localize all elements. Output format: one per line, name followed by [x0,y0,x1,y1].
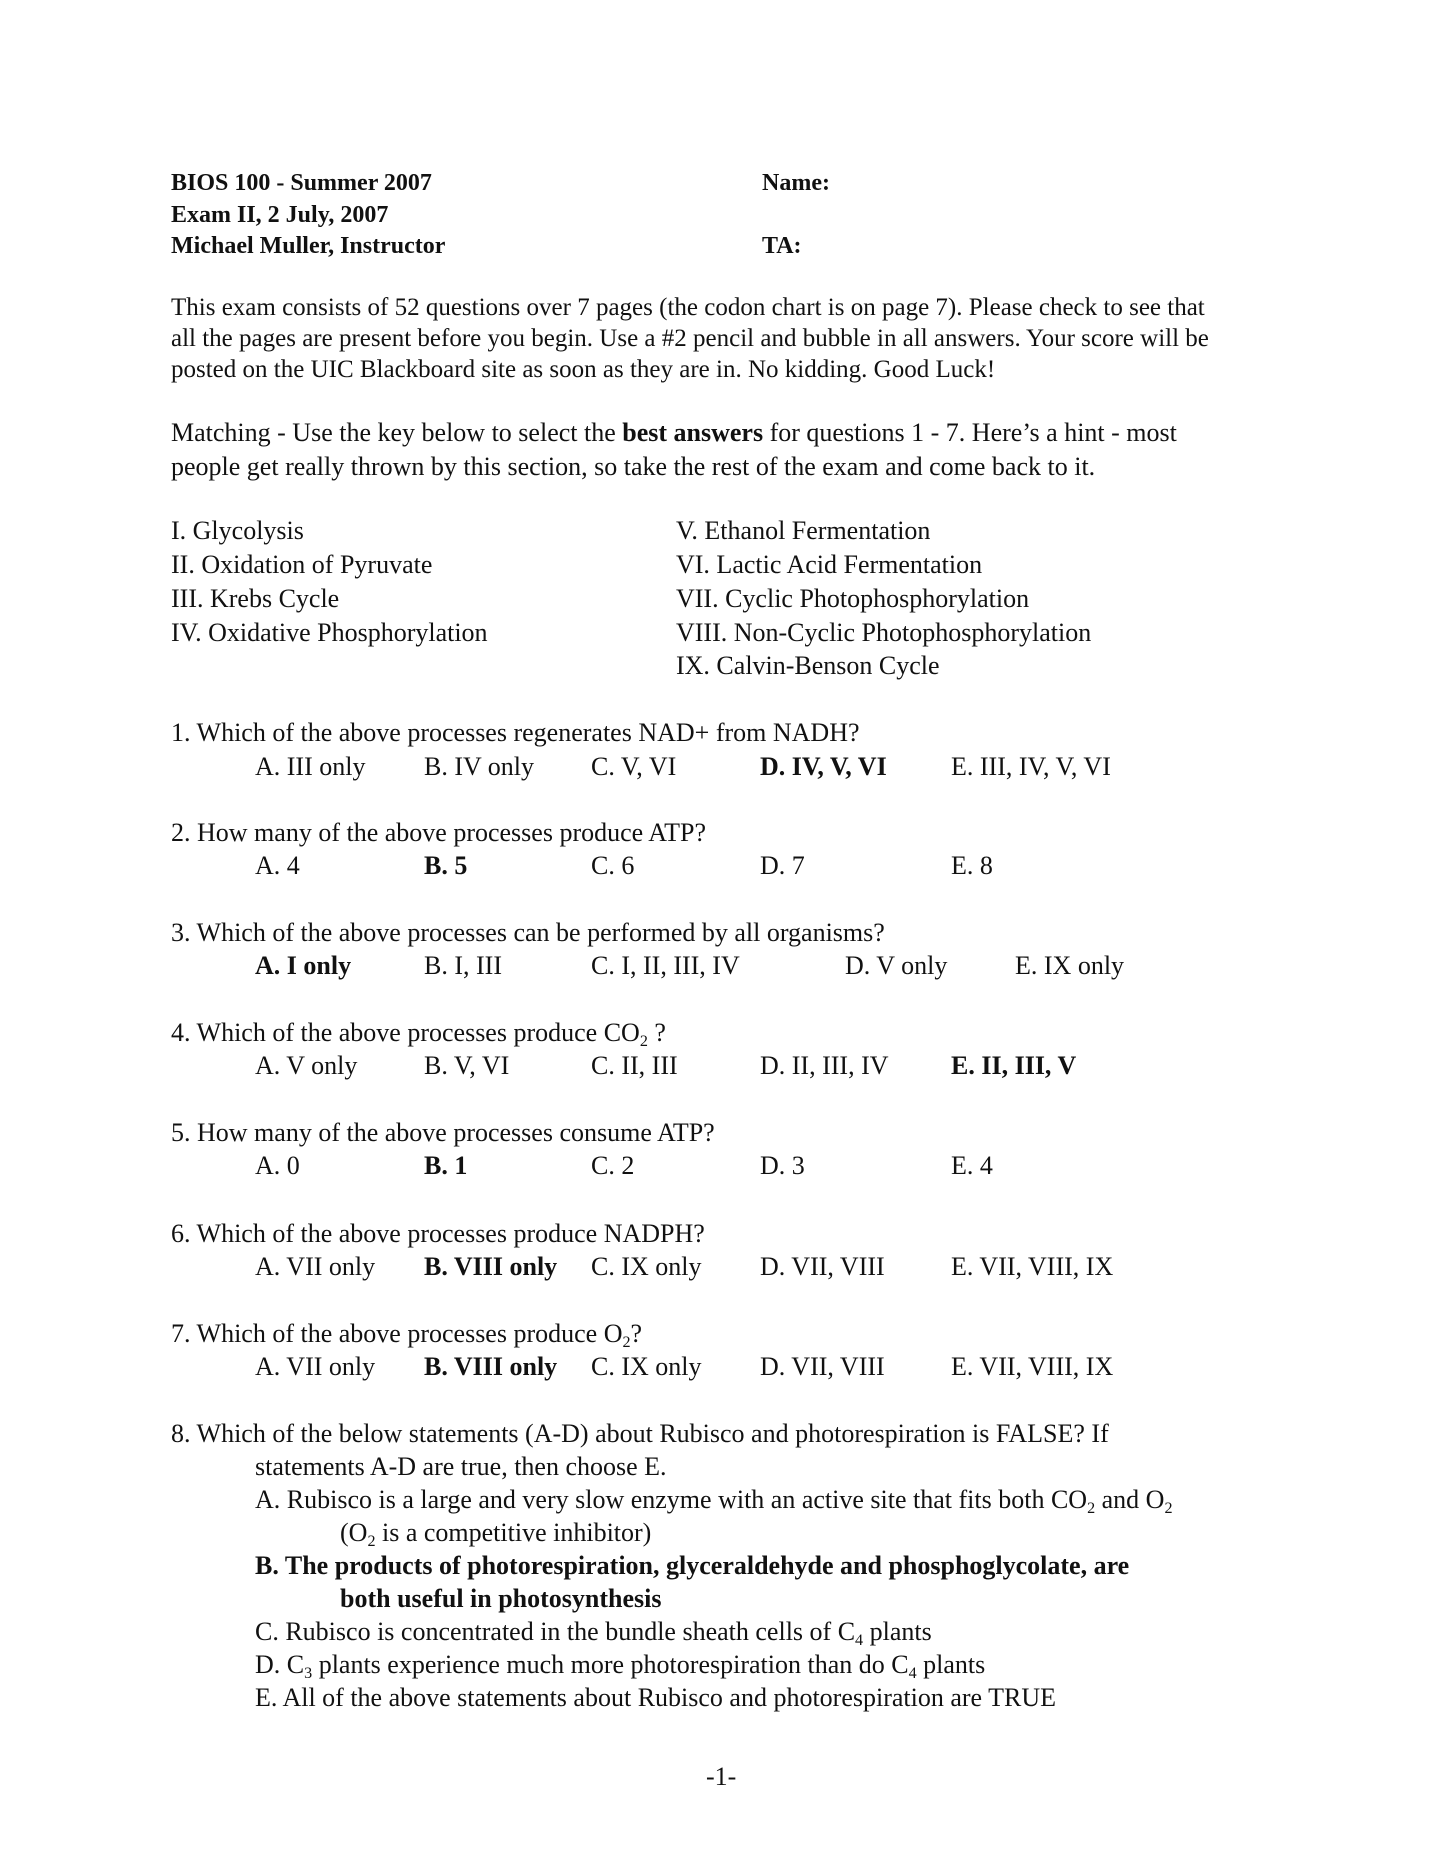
key-item-1: I. Glycolysis [171,516,304,545]
course-title: BIOS 100 - Summer 2007 [171,170,432,196]
q1-option-c: C. V, VI [591,752,677,781]
q3-option-e: E. IX only [1015,951,1125,980]
key-item-9: IX. Calvin-Benson Cycle [676,651,940,680]
page-number: -1- [706,1762,737,1791]
key-item-4: IV. Oxidative Phosphorylation [171,618,488,647]
q6-option-a: A. VII only [255,1252,376,1281]
matching-instructions: Matching - Use the key below to select the best answers for questions 1 - 7. Here’s a hint - most [171,418,1177,447]
q4-option-c: C. II, III [591,1051,678,1080]
q7-option-a: A. VII only [255,1352,376,1381]
key-item-3: III. Krebs Cycle [171,584,340,613]
q8-option-a: A. Rubisco is a large and very slow enzyme with an active site that fits both $CO_2$ and $O_2$ [255,1485,1173,1517]
q8-option-c: C. Rubisco is concentrated in the bundle sheath cells of $C_4$ plants [255,1617,932,1649]
key-item-2: II. Oxidation of Pyruvate [171,550,433,579]
q3-option-a-answer: A. I only [255,951,352,980]
q8-option-e: E. All of the above statements about Rubisco and photorespiration are TRUE [255,1683,1057,1712]
q2-option-d: D. 7 [760,851,805,880]
q5-option-a: A. 0 [255,1151,300,1180]
q4-option-e-answer: E. II, III, V [951,1051,1077,1080]
intro-line-1: This exam consists of 52 questions over 7 pages (the codon chart is on page 7). Please check to see that [171,294,1205,321]
key-item-5: V. Ethanol Fermentation [676,516,931,545]
question-3-stem: 3. Which of the above processes can be performed by all organisms? [171,918,885,947]
q2-option-c: C. 6 [591,851,635,880]
q1-option-e: E. III, IV, V, VI [951,752,1111,781]
question-5-stem: 5. How many of the above processes consume ATP? [171,1118,715,1147]
q1-option-d-answer: D. IV, V, VI [760,752,887,781]
q4-option-b: B. V, VI [424,1051,510,1080]
q2-option-e: E. 8 [951,851,993,880]
intro-line-3: posted on the UIC Blackboard site as soon as they are in. No kidding. Good Luck! [171,356,996,383]
q3-option-c: C. I, II, III, IV [591,951,740,980]
q4-option-a: A. V only [255,1051,358,1080]
matching-instructions-line-2: people get really thrown by this section, so take the rest of the exam and come back to it. [171,452,1096,481]
q3-option-b: B. I, III [424,951,502,980]
q6-option-b-answer: B. VIII only [424,1252,558,1281]
q3-option-d: D. V only [845,951,948,980]
q1-option-a: A. III only [255,752,366,781]
q8-option-b-answer: B. The products of photorespiration, glyceraldehyde and phosphoglycolate, are [255,1551,1130,1580]
key-item-7: VII. Cyclic Photophosphorylation [676,584,1030,613]
question-8-stem-line-2: statements A-D are true, then choose E. [255,1452,667,1481]
q4-option-d: D. II, III, IV [760,1051,889,1080]
question-1-stem: 1. Which of the above processes regenerates NAD+ from NADH? [171,718,860,747]
q5-option-e: E. 4 [951,1151,993,1180]
q7-option-e: E. VII, VIII, IX [951,1352,1114,1381]
q7-option-d: D. VII, VIII [760,1352,885,1381]
name-label: Name: [762,170,830,196]
question-2-stem: 2. How many of the above processes produce ATP? [171,818,707,847]
intro-line-2: all the pages are present before you begin. Use a #2 pencil and bubble in all answers. Your score will be [171,325,1209,352]
question-4-stem: 4. Which of the above processes produce $CO_2$ ? [171,1018,666,1050]
q1-option-b: B. IV only [424,752,535,781]
question-8-stem: 8. Which of the below statements (A-D) about Rubisco and photorespiration is FALSE? If [171,1419,1109,1448]
q8-option-a-line-2: ($O_2$ is a competitive inhibitor) [340,1518,652,1550]
best-answers-emphasis: best answers [622,418,764,447]
q6-option-e: E. VII, VIII, IX [951,1252,1114,1281]
q6-option-d: D. VII, VIII [760,1252,885,1281]
q6-option-c: C. IX only [591,1252,702,1281]
q2-option-b-answer: B. 5 [424,851,468,880]
q7-option-b-answer: B. VIII only [424,1352,558,1381]
ta-label: TA: [762,233,802,259]
q8-option-b-line-2: both useful in photosynthesis [340,1584,662,1613]
q5-option-b-answer: B. 1 [424,1151,468,1180]
q2-option-a: A. 4 [255,851,300,880]
instructor-name: Michael Muller, Instructor [171,233,446,259]
key-item-8: VIII. Non-Cyclic Photophosphorylation [676,618,1092,647]
q7-option-c: C. IX only [591,1352,702,1381]
exam-date: Exam II, 2 July, 2007 [171,202,389,228]
question-6-stem: 6. Which of the above processes produce NADPH? [171,1219,705,1248]
q5-option-d: D. 3 [760,1151,805,1180]
q8-option-d: D. $C_3$ plants experience much more photorespiration than do $C_4$ plants [255,1650,986,1682]
key-item-6: VI. Lactic Acid Fermentation [676,550,983,579]
question-7-stem: 7. Which of the above processes produce $O_2$? [171,1319,643,1351]
q5-option-c: C. 2 [591,1151,635,1180]
